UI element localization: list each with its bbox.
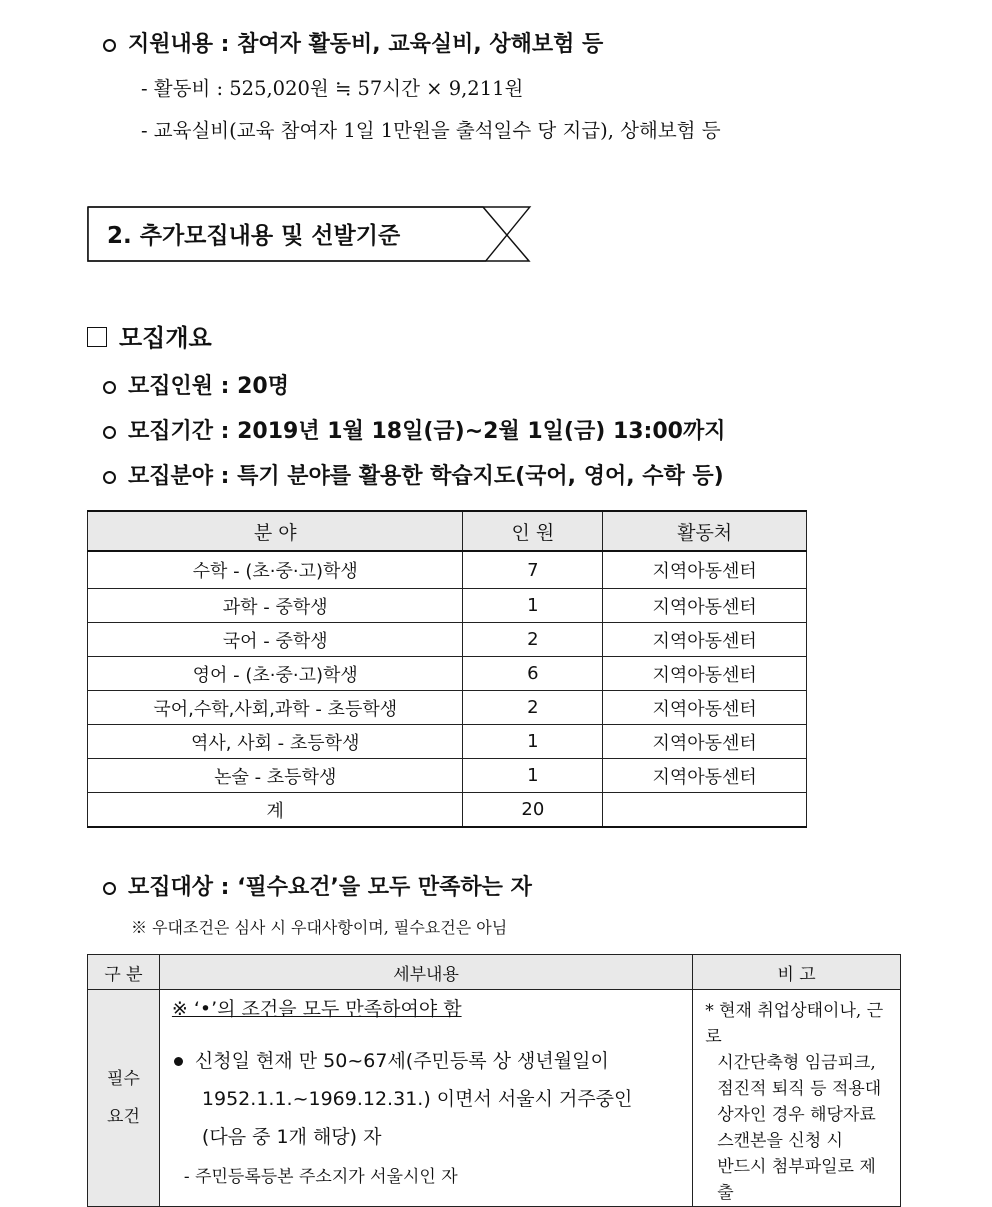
count-cell: 6 bbox=[463, 657, 603, 691]
category-label: 필수 bbox=[107, 1069, 140, 1089]
count-cell: 1 bbox=[463, 589, 603, 623]
table-row bbox=[88, 725, 807, 759]
field-cell: 과학 - 중학생 bbox=[88, 589, 463, 623]
count-cell: 7 bbox=[463, 551, 603, 589]
support-content-line: 지원내용 : 참여자 활동비, 교육실비, 상해보험 등 bbox=[103, 27, 603, 58]
count-cell: 1 bbox=[463, 725, 603, 759]
circle-bullet-icon bbox=[103, 471, 116, 484]
field-cell: 영어 - (초·중·고)학생 bbox=[88, 657, 463, 691]
activity-fee-line: - 활동비 : 525,020원 ≒ 57시간 × 9,211원 bbox=[141, 77, 524, 100]
table-row bbox=[88, 657, 807, 691]
field-table bbox=[87, 510, 807, 828]
place-cell: 지역아동센터 bbox=[603, 691, 807, 725]
place-cell: 지역아동센터 bbox=[603, 725, 807, 759]
field-cell: 국어 - 중학생 bbox=[88, 623, 463, 657]
section-title: 2. 추가모집내용 및 선발기준 bbox=[107, 223, 401, 249]
total-row bbox=[88, 793, 807, 828]
note-line: 상자인 경우 해당자료 bbox=[717, 1105, 876, 1125]
detail-cell bbox=[159, 990, 692, 1207]
req-table-header-row bbox=[88, 955, 901, 990]
category-cell bbox=[88, 990, 160, 1207]
category-label: 요건 bbox=[107, 1107, 140, 1127]
table-row bbox=[88, 691, 807, 725]
table-row bbox=[88, 589, 807, 623]
table-row bbox=[88, 990, 901, 1207]
overview-heading: 모집개요 bbox=[87, 318, 212, 353]
place-cell: 지역아동센터 bbox=[603, 623, 807, 657]
note-col-header: 비 고 bbox=[693, 955, 901, 990]
place-cell: 지역아동센터 bbox=[603, 551, 807, 589]
category-col-header: 구 분 bbox=[88, 955, 160, 990]
field-col-header: 분 야 bbox=[88, 511, 463, 551]
table-row bbox=[88, 551, 807, 589]
place-col-header: 활동처 bbox=[603, 511, 807, 551]
note-line: 점진적 퇴직 등 적용대 bbox=[717, 1079, 882, 1099]
field-table-header-row bbox=[88, 511, 807, 551]
field-cell: 수학 - (초·중·고)학생 bbox=[88, 551, 463, 589]
count-cell: 2 bbox=[463, 623, 603, 657]
target-line: 모집대상 : ‘필수요건’을 모두 만족하는 자 bbox=[103, 870, 532, 901]
education-fee-line: - 교육실비(교육 참여자 1일 1만원을 출석일수 당 지급), 상해보험 등 bbox=[141, 119, 721, 142]
table-row bbox=[88, 759, 807, 793]
total-place-cell bbox=[603, 793, 807, 828]
total-label-cell: 계 bbox=[88, 793, 463, 828]
requirements-table bbox=[87, 954, 901, 1207]
bullet-icon bbox=[174, 1057, 183, 1066]
bullet-item: 신청일 현재 만 50~67세(주민등록 상 생년월일이 1952.1.1.~1969.12.31.) 이면서 서울시 거주중인 (다음 중 1개 해당) 자 bbox=[174, 1042, 632, 1156]
field-cell: 국어,수학,사회,과학 - 초등학생 bbox=[88, 691, 463, 725]
count-cell: 2 bbox=[463, 691, 603, 725]
section-header bbox=[87, 206, 531, 262]
field-line: 모집분야 : 특기 분야를 활용한 학습지도(국어, 영어, 수학 등) bbox=[103, 459, 724, 490]
place-cell: 지역아동센터 bbox=[603, 759, 807, 793]
target-note: ※ 우대조건은 심사 시 우대사항이며, 필수요건은 아님 bbox=[131, 918, 508, 937]
place-cell: 지역아동센터 bbox=[603, 589, 807, 623]
detail-col-header: 세부내용 bbox=[159, 955, 692, 990]
note-line: 시간단축형 임금피크, bbox=[717, 1053, 876, 1073]
note-line: 반드시 첨부파일로 제출 bbox=[717, 1157, 876, 1203]
sub-condition: - 주민등록등본 주소지가 서울시인 자 bbox=[183, 1167, 458, 1187]
headcount-line: 모집인원 : 20명 bbox=[103, 369, 289, 400]
table-row bbox=[88, 623, 807, 657]
count-cell: 1 bbox=[463, 759, 603, 793]
field-cell: 논술 - 초등학생 bbox=[88, 759, 463, 793]
period-line: 모집기간 : 2019년 1월 18일(금)~2월 1일(금) 13:00까지 bbox=[103, 414, 725, 445]
condition-title: ※ ‘•’의 조건을 모두 만족하여야 함 bbox=[171, 998, 462, 1020]
circle-bullet-icon bbox=[103, 426, 116, 439]
checkbox-square-icon bbox=[87, 327, 107, 347]
circle-bullet-icon bbox=[103, 381, 116, 394]
total-count-cell: 20 bbox=[463, 793, 603, 828]
note-line: * 현재 취업상태이나, 근로 bbox=[705, 1001, 884, 1047]
place-cell: 지역아동센터 bbox=[603, 657, 807, 691]
note-line: 스캔본을 신청 시 bbox=[717, 1131, 843, 1151]
circle-bullet-icon bbox=[103, 39, 116, 52]
count-col-header: 인 원 bbox=[463, 511, 603, 551]
field-cell: 역사, 사회 - 초등학생 bbox=[88, 725, 463, 759]
note-cell bbox=[693, 990, 901, 1207]
circle-bullet-icon bbox=[103, 882, 116, 895]
